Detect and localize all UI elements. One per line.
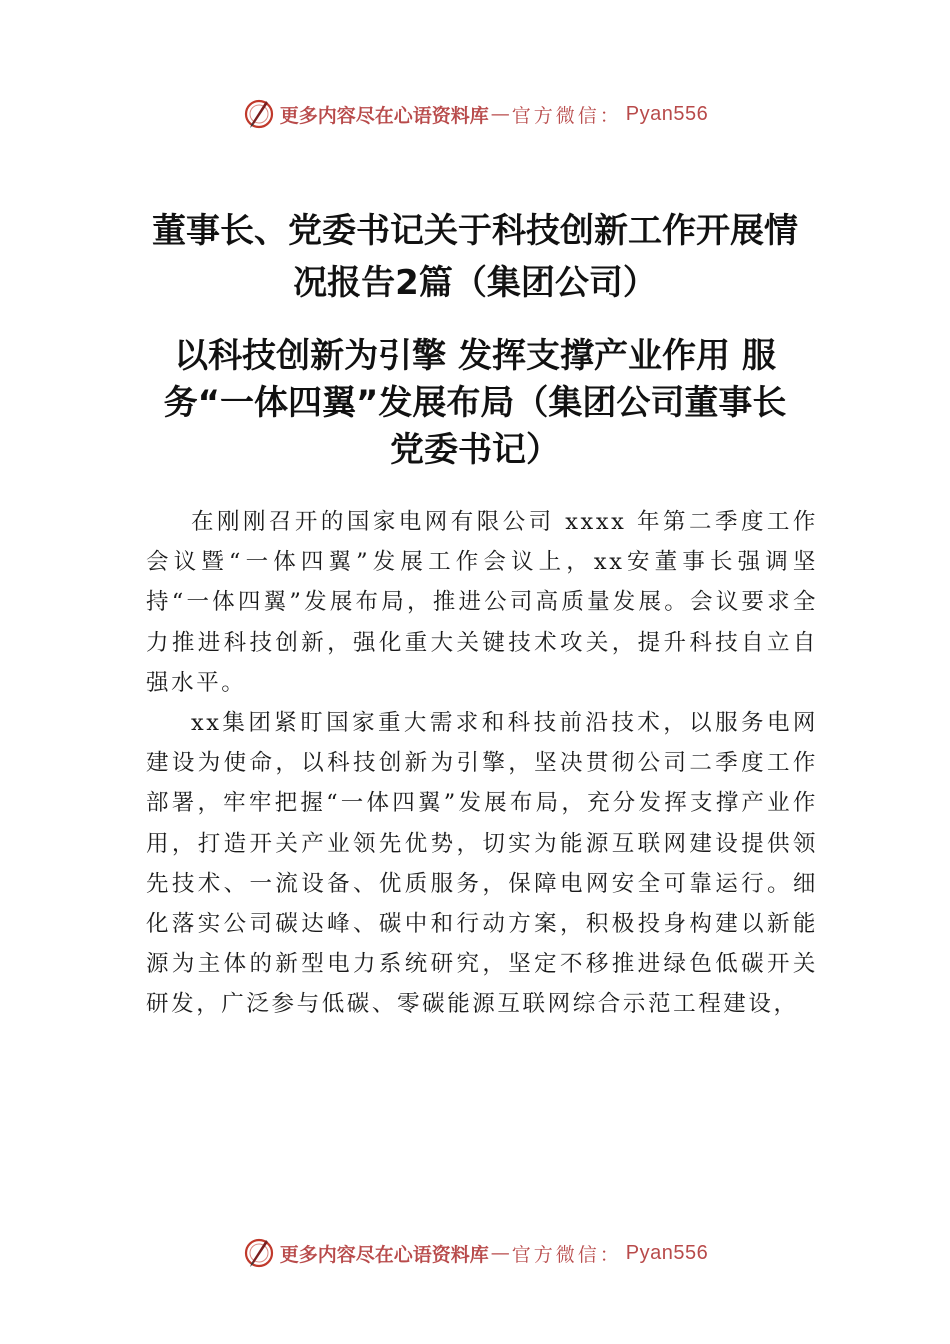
- banner-wechat-label: 官方微信：: [511, 1243, 622, 1266]
- quill-logo-icon: [242, 97, 276, 131]
- body-paragraph: xx集团紧盯国家重大需求和科技前沿技术，以服务电网建设为使命，以科技创新为引擎，坚决贯彻公司二季度工作部署，牢牢把握“一体四翼”发展布局，充分发挥支撑产业作用，打造开关产业领先优势，切实为能源互联网建设提供领先技术、一流设备、优质服务，保障电网安全可靠运行。细化落实公司碳达峰、碳中和行动方案，积极投身构建以新能源为主体的新型电力系统研究，坚定不移推进绿色低碳开关研发，广泛参与低碳、零碳能源互联网综合示范工程建设，: [146, 710, 818, 1018]
- banner-wechat-label: 官方微信：: [511, 104, 622, 127]
- document-title: 董事长、党委书记关于科技创新工作开展情况报告2篇（集团公司）: [152, 211, 798, 303]
- document-subtitle: 以科技创新为引擎 发挥支撑产业作用 服务“一体四翼”发展布局（集团公司董事长 党委书记）: [163, 336, 787, 470]
- banner-main-text: 更多内容尽在心语资料库: [279, 1243, 489, 1266]
- document-body: [146, 502, 818, 1025]
- quill-logo-icon: [242, 1236, 276, 1270]
- banner-wechat-id: Pyan556: [625, 1241, 709, 1264]
- banner-wechat-id: Pyan556: [625, 102, 709, 125]
- footer-watermark-banner: [0, 1233, 950, 1273]
- banner-separator: —: [490, 103, 510, 125]
- header-watermark-banner: [0, 94, 950, 134]
- banner-separator: —: [490, 1242, 510, 1264]
- banner-main-text: 更多内容尽在心语资料库: [279, 104, 489, 127]
- body-paragraph: 在刚刚召开的国家电网有限公司 xxxx 年第二季度工作会议暨“一体四翼”发展工作会议上，xx安董事长强调坚持“一体四翼”发展布局，推进公司高质量发展。会议要求全力推进科技创新，强化重大关键技术攻关，提升科技自立自强水平。: [146, 509, 818, 696]
